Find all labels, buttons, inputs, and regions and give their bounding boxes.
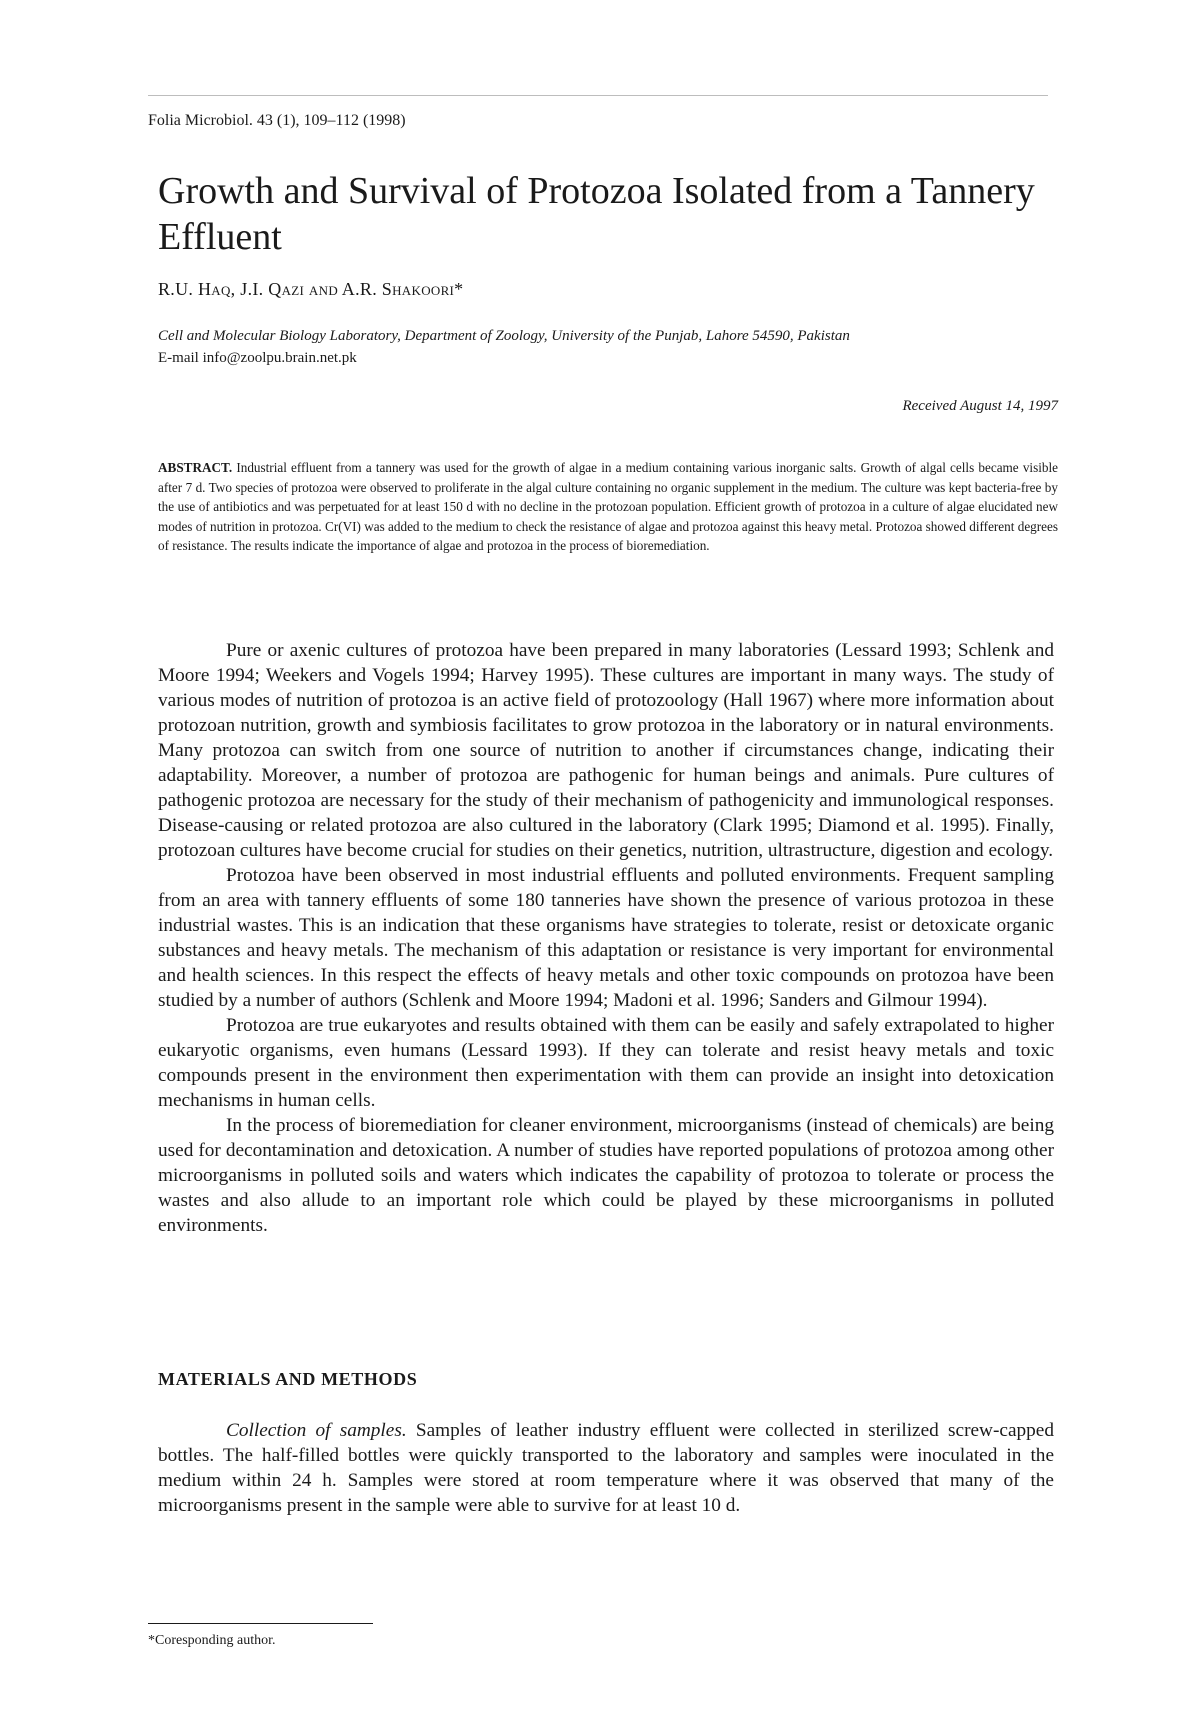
intro-paragraph-3: Protozoa are true eukaryotes and results obtained with them can be easily and safely extrapolated to higher eukaryotic organisms, even humans (Lessard 1993). If they can tolerate and resist heavy metals and toxic compounds present in the environment then experimentation with them can provide an insight into detoxication mechanisms in human cells. <box>158 1015 1054 1111</box>
introduction <box>158 638 1054 1238</box>
footnote: *Coresponding author. <box>148 1633 276 1648</box>
methods-section <box>158 1418 1054 1518</box>
author-list: R.U. Haq, J.I. Qazi and A.R. Shakoori* <box>158 279 464 299</box>
footnote-rule <box>148 1623 373 1624</box>
header-rule <box>148 95 1048 96</box>
intro-paragraph-1: Pure or axenic cultures of protozoa have been prepared in many laboratories (Lessard 1993; Schlenk and Moore 1994; Weekers and Vogels 1994; Harvey 1995). These cultures are important in many ways. The study of various modes of nutrition of protozoa is an active field of protozoology (Hall 1967) where more information about protozoan nutrition, growth and symbiosis facilitates to grow protozoa in the laboratory or in natural environments. Many protozoa can switch from one source of nutrition to another if circumstances change, indicating their adaptability. Moreover, a number of protozoa are pathogenic for human beings and animals. Pure cultures of pathogenic protozoa are necessary for the study of their mechanism of pathogenicity and immunological responses. Disease-causing or related protozoa are also cultured in the laboratory (Clark 1995; Diamond et al. 1995). Finally, protozoan cultures have become crucial for studies on their genetics, nutrition, ultrastructure, digestion and ecology. <box>158 640 1054 861</box>
methods-text: Samples of leather industry effluent were collected in sterilized screw-capped bottles. The half-filled bottles were quickly transported to the laboratory and samples were inoculated in the medium within 24 h. Samples were stored at room temperature where it was observed that many of the microorganisms present in the sample were able to survive for at least 10 d. <box>158 1420 1054 1516</box>
received-date: Received August 14, 1997 <box>902 398 1058 414</box>
paper-title: Growth and Survival of Protozoa Isolated from a Tannery Effluent <box>158 170 1035 258</box>
affiliation: Cell and Molecular Biology Laboratory, Department of Zoology, University of the Punjab, Lahore 54590, Pakistan <box>158 328 850 344</box>
contact-email: E-mail info@zoolpu.brain.net.pk <box>158 350 357 366</box>
methods-heading: MATERIALS AND METHODS <box>158 1369 418 1389</box>
abstract-text: Industrial effluent from a tannery was used for the growth of algae in a medium containing various inorganic salts. Growth of algal cells became visible after 7 d. Two species of protozoa were observed to proliferate in the algal culture containing no organic supplement in the medium. The culture was kept bacteria-free by the use of antibiotics and was perpetuated for at least 150 d with no decline in the protozoan population. Efficient growth of protozoa in a culture of algae elucidated new modes of nutrition in protozoa. Cr(VI) was added to the medium to check the resistance of algae and protozoa against this heavy metal. Protozoa showed different degrees of resistance. The results indicate the importance of algae and protozoa in the process of bioremediation. <box>158 460 1059 553</box>
journal-citation: Folia Microbiol. 43 (1), 109–112 (1998) <box>148 112 406 129</box>
methods-subheading: Collection of samples. <box>226 1420 407 1441</box>
intro-paragraph-4: In the process of bioremediation for cleaner environment, microorganisms (instead of chemicals) are being used for decontamination and detoxication. A number of studies have reported populations of protozoa among other microorganisms in polluted soils and waters which indicates the capability of protozoa to tolerate or process the wastes and also allude to an important role which could be played by these microorganisms in polluted environments. <box>158 1115 1054 1236</box>
abstract <box>158 458 1058 556</box>
intro-paragraph-2: Protozoa have been observed in most industrial effluents and polluted environments. Frequent sampling from an area with tannery effluents of some 180 tanneries have shown the presence of various protozoa in these industrial wastes. This is an indication that these organisms have strategies to tolerate, resist or detoxicate organic substances and heavy metals. The mechanism of this adaptation or resistance is very important for environmental and health sciences. In this respect the effects of heavy metals and other toxic compounds on protozoa have been studied by a number of authors (Schlenk and Moore 1994; Madoni et al. 1996; Sanders and Gilmour 1994). <box>158 865 1054 1011</box>
methods-paragraph <box>158 1418 1054 1518</box>
abstract-label: ABSTRACT. <box>158 460 233 475</box>
